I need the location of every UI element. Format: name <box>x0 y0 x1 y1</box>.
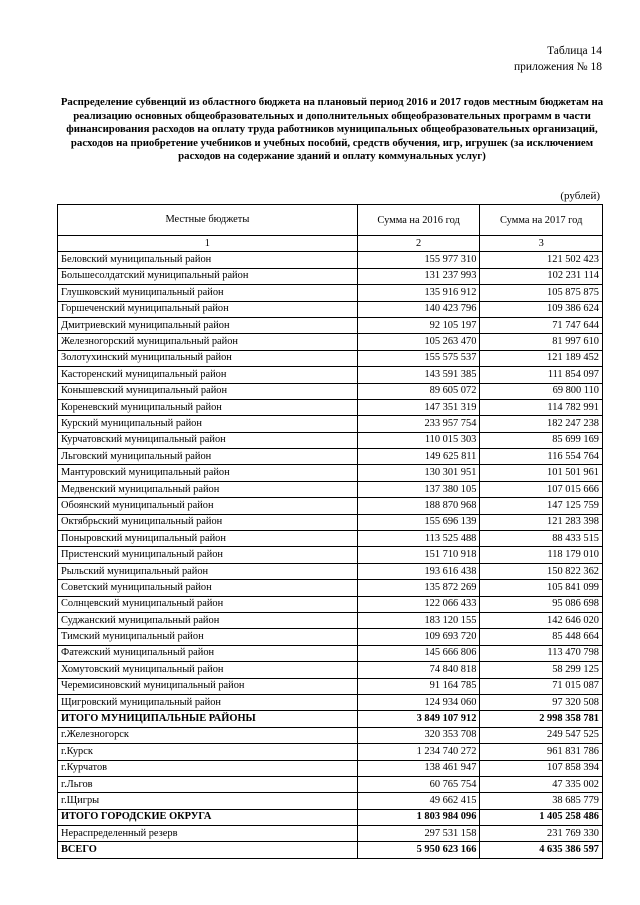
budget-name-cell: г.Курчатов <box>58 760 358 776</box>
amount-2017-cell: 81 997 610 <box>480 334 603 350</box>
table-row <box>58 268 603 284</box>
amount-2016-cell: 130 301 951 <box>357 465 480 481</box>
amount-2017-cell: 71 015 087 <box>480 678 603 694</box>
amount-2016-cell: 155 977 310 <box>357 252 480 268</box>
amount-2017-cell: 142 646 020 <box>480 612 603 628</box>
budget-name-cell: Курский муниципальный район <box>58 416 358 432</box>
budget-name-cell: Большесолдатский муниципальный район <box>58 268 358 284</box>
budget-name-cell: г.Железногорск <box>58 727 358 743</box>
table-number: Таблица 14 <box>547 45 602 57</box>
budget-name-cell: г.Льгов <box>58 776 358 792</box>
currency-unit: (рублей) <box>560 190 600 202</box>
budget-name-cell: Пристенский муниципальный район <box>58 547 358 563</box>
amount-2016-cell: 122 066 433 <box>357 596 480 612</box>
amount-2017-cell: 150 822 362 <box>480 563 603 579</box>
amount-2017-cell: 231 769 330 <box>480 826 603 842</box>
amount-2017-cell: 105 875 875 <box>480 285 603 301</box>
amount-2016-cell: 135 916 912 <box>357 285 480 301</box>
table-row <box>58 793 603 809</box>
column-number: 1 <box>58 236 358 252</box>
amount-2017-cell: 121 189 452 <box>480 350 603 366</box>
amount-2016-cell: 193 616 438 <box>357 563 480 579</box>
amount-2017-cell: 102 231 114 <box>480 268 603 284</box>
amount-2017-cell: 107 858 394 <box>480 760 603 776</box>
budget-name-cell: Суджанский муниципальный район <box>58 612 358 628</box>
amount-2017-cell: 121 283 398 <box>480 514 603 530</box>
amount-2017-cell: 147 125 759 <box>480 498 603 514</box>
amount-2016-cell: 149 625 811 <box>357 449 480 465</box>
budget-name-cell: ВСЕГО <box>58 842 358 858</box>
amount-2016-cell: 3 849 107 912 <box>357 711 480 727</box>
table-row <box>58 317 603 333</box>
table-row <box>58 760 603 776</box>
table-row <box>58 694 603 710</box>
table-row <box>58 252 603 268</box>
budget-name-cell: Касторенский муниципальный район <box>58 367 358 383</box>
table-total-row <box>58 711 603 727</box>
table-row <box>58 662 603 678</box>
column-number: 3 <box>480 236 603 252</box>
table-row <box>58 776 603 792</box>
amount-2017-cell: 85 699 169 <box>480 432 603 448</box>
table-row <box>58 596 603 612</box>
table-row <box>58 744 603 760</box>
table-row <box>58 367 603 383</box>
amount-2017-cell: 101 501 961 <box>480 465 603 481</box>
table-row <box>58 285 603 301</box>
amount-2017-cell: 107 015 666 <box>480 481 603 497</box>
amount-2017-cell: 97 320 508 <box>480 694 603 710</box>
amount-2016-cell: 1 803 984 096 <box>357 809 480 825</box>
budget-name-cell: Железногорский муниципальный район <box>58 334 358 350</box>
budget-name-cell: Курчатовский муниципальный район <box>58 432 358 448</box>
amount-2016-cell: 92 105 197 <box>357 317 480 333</box>
document-title: Распределение субвенций из областного бюджета на плановый период 2016 и 2017 годов местным бюджетам на реализацию основных общеобразовательных и дополнительных общеобразовательных программ в части финансирования расходов на оплату труда работников муниципальных общеобразовательных организаций, расходов на приобретение учебников и учебных пособий, средств обучения, игр, игрушек (за исключением расходов на содержание зданий и оплату коммунальных услуг) <box>60 96 604 163</box>
amount-2016-cell: 5 950 623 166 <box>357 842 480 858</box>
amount-2017-cell: 105 841 099 <box>480 580 603 596</box>
amount-2017-cell: 95 086 698 <box>480 596 603 612</box>
table-row <box>58 678 603 694</box>
budget-name-cell: г.Курск <box>58 744 358 760</box>
amount-2016-cell: 183 120 155 <box>357 612 480 628</box>
amount-2017-cell: 961 831 786 <box>480 744 603 760</box>
column-header-2017: Сумма на 2017 год <box>480 205 603 236</box>
table-row <box>58 416 603 432</box>
budget-name-cell: Нераспределенный резерв <box>58 826 358 842</box>
amount-2016-cell: 89 605 072 <box>357 383 480 399</box>
table-row <box>58 629 603 645</box>
budget-name-cell: Щигровский муниципальный район <box>58 694 358 710</box>
table-row <box>58 531 603 547</box>
amount-2017-cell: 1 405 258 486 <box>480 809 603 825</box>
budget-name-cell: Поныровский муниципальный район <box>58 531 358 547</box>
budget-name-cell: Золотухинский муниципальный район <box>58 350 358 366</box>
table-row <box>58 481 603 497</box>
amount-2017-cell: 121 502 423 <box>480 252 603 268</box>
budget-name-cell: Солнцевский муниципальный район <box>58 596 358 612</box>
amount-2017-cell: 111 854 097 <box>480 367 603 383</box>
budget-name-cell: ИТОГО ГОРОДСКИЕ ОКРУГА <box>58 809 358 825</box>
amount-2017-cell: 88 433 515 <box>480 531 603 547</box>
amount-2016-cell: 188 870 968 <box>357 498 480 514</box>
amount-2016-cell: 138 461 947 <box>357 760 480 776</box>
table-total-row <box>58 842 603 858</box>
amount-2016-cell: 233 957 754 <box>357 416 480 432</box>
amount-2016-cell: 155 575 537 <box>357 350 480 366</box>
amount-2016-cell: 297 531 158 <box>357 826 480 842</box>
amount-2017-cell: 85 448 664 <box>480 629 603 645</box>
amount-2017-cell: 182 247 238 <box>480 416 603 432</box>
amount-2017-cell: 58 299 125 <box>480 662 603 678</box>
budget-name-cell: Черемисиновский муниципальный район <box>58 678 358 694</box>
column-number: 2 <box>357 236 480 252</box>
budget-name-cell: Беловский муниципальный район <box>58 252 358 268</box>
amount-2017-cell: 116 554 764 <box>480 449 603 465</box>
amount-2016-cell: 105 263 470 <box>357 334 480 350</box>
table-row <box>58 826 603 842</box>
amount-2017-cell: 114 782 991 <box>480 399 603 415</box>
budget-name-cell: Кореневский муниципальный район <box>58 399 358 415</box>
table-row <box>58 563 603 579</box>
column-header-budget: Местные бюджеты <box>58 205 358 236</box>
table-total-row <box>58 809 603 825</box>
table-row <box>58 334 603 350</box>
table-row <box>58 580 603 596</box>
table-row <box>58 547 603 563</box>
budget-name-cell: Советский муниципальный район <box>58 580 358 596</box>
table-row <box>58 432 603 448</box>
budget-name-cell: Глушковский муниципальный район <box>58 285 358 301</box>
amount-2017-cell: 69 800 110 <box>480 383 603 399</box>
budget-name-cell: Хомутовский муниципальный район <box>58 662 358 678</box>
amount-2016-cell: 74 840 818 <box>357 662 480 678</box>
table-row <box>58 498 603 514</box>
column-header-2016: Сумма на 2016 год <box>357 205 480 236</box>
table-row <box>58 399 603 415</box>
amount-2016-cell: 49 662 415 <box>357 793 480 809</box>
budget-name-cell: Дмитриевский муниципальный район <box>58 317 358 333</box>
table-row <box>58 645 603 661</box>
amount-2016-cell: 91 164 785 <box>357 678 480 694</box>
amount-2016-cell: 135 872 269 <box>357 580 480 596</box>
amount-2017-cell: 4 635 386 597 <box>480 842 603 858</box>
amount-2016-cell: 155 696 139 <box>357 514 480 530</box>
amount-2016-cell: 113 525 488 <box>357 531 480 547</box>
amount-2016-cell: 131 237 993 <box>357 268 480 284</box>
budget-name-cell: г.Щигры <box>58 793 358 809</box>
amount-2016-cell: 109 693 720 <box>357 629 480 645</box>
amount-2017-cell: 249 547 525 <box>480 727 603 743</box>
subvention-table <box>57 204 603 859</box>
column-number-row <box>58 236 603 252</box>
budget-name-cell: ИТОГО МУНИЦИПАЛЬНЫЕ РАЙОНЫ <box>58 711 358 727</box>
amount-2017-cell: 118 179 010 <box>480 547 603 563</box>
amount-2016-cell: 137 380 105 <box>357 481 480 497</box>
amount-2016-cell: 320 353 708 <box>357 727 480 743</box>
amount-2016-cell: 145 666 806 <box>357 645 480 661</box>
amount-2017-cell: 113 470 798 <box>480 645 603 661</box>
table-row <box>58 383 603 399</box>
table-row <box>58 301 603 317</box>
amount-2016-cell: 147 351 319 <box>357 399 480 415</box>
budget-name-cell: Фатежский муниципальный район <box>58 645 358 661</box>
amount-2017-cell: 2 998 358 781 <box>480 711 603 727</box>
amount-2017-cell: 109 386 624 <box>480 301 603 317</box>
amount-2016-cell: 60 765 754 <box>357 776 480 792</box>
table-row <box>58 727 603 743</box>
table-header-row <box>58 205 603 236</box>
amount-2016-cell: 124 934 060 <box>357 694 480 710</box>
table-row <box>58 612 603 628</box>
budget-name-cell: Рыльский муниципальный район <box>58 563 358 579</box>
table-row <box>58 514 603 530</box>
budget-name-cell: Октябрьский муниципальный район <box>58 514 358 530</box>
appendix-reference: приложения № 18 <box>514 61 602 73</box>
budget-name-cell: Медвенский муниципальный район <box>58 481 358 497</box>
amount-2017-cell: 71 747 644 <box>480 317 603 333</box>
amount-2017-cell: 47 335 002 <box>480 776 603 792</box>
budget-name-cell: Горшеченский муниципальный район <box>58 301 358 317</box>
table-row <box>58 449 603 465</box>
amount-2016-cell: 110 015 303 <box>357 432 480 448</box>
budget-name-cell: Обоянский муниципальный район <box>58 498 358 514</box>
amount-2016-cell: 143 591 385 <box>357 367 480 383</box>
amount-2016-cell: 151 710 918 <box>357 547 480 563</box>
amount-2017-cell: 38 685 779 <box>480 793 603 809</box>
budget-name-cell: Тимский муниципальный район <box>58 629 358 645</box>
amount-2016-cell: 140 423 796 <box>357 301 480 317</box>
table-row <box>58 465 603 481</box>
budget-name-cell: Конышевский муниципальный район <box>58 383 358 399</box>
budget-name-cell: Мантуровский муниципальный район <box>58 465 358 481</box>
budget-name-cell: Льговский муниципальный район <box>58 449 358 465</box>
table-row <box>58 350 603 366</box>
amount-2016-cell: 1 234 740 272 <box>357 744 480 760</box>
